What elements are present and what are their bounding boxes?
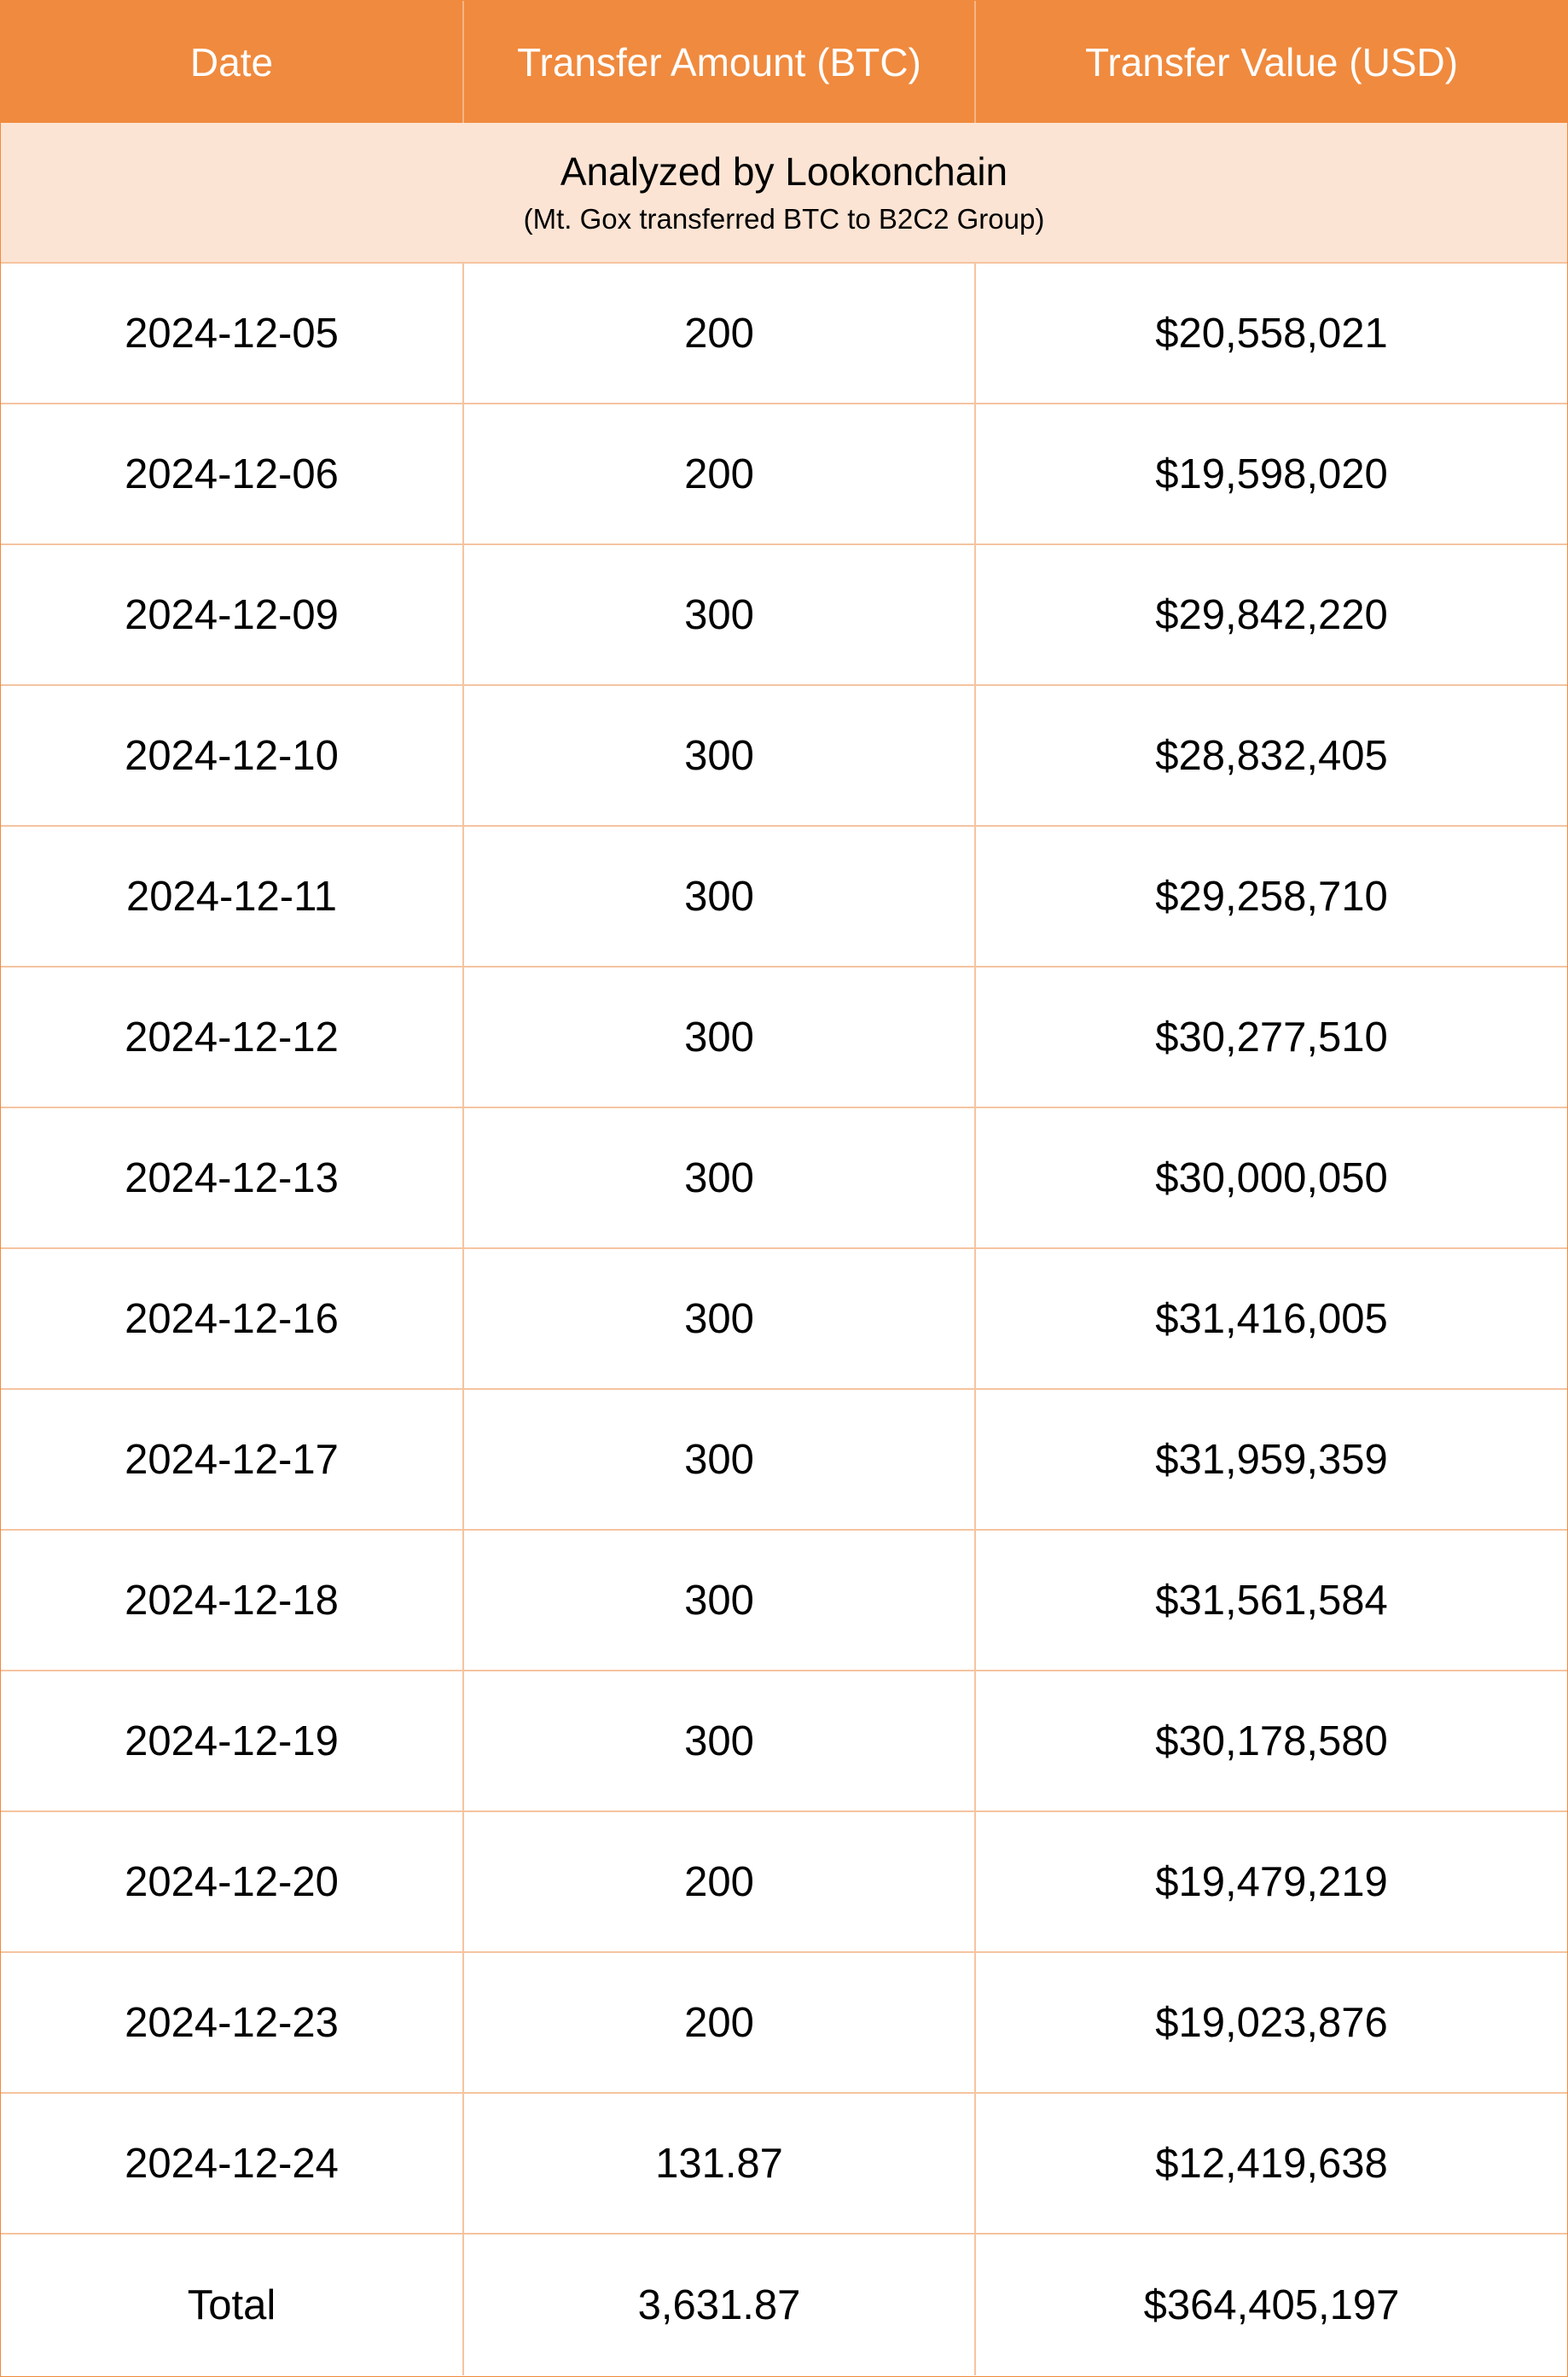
row-date: 2024-12-20	[1, 1812, 464, 1951]
row-date: 2024-12-11	[1, 827, 464, 966]
table-row	[1, 545, 1567, 686]
table-row	[1, 1812, 1567, 1953]
table-row	[1, 1249, 1567, 1390]
row-amount: 131.87	[464, 2094, 976, 2233]
row-amount: 300	[464, 1249, 976, 1388]
row-value: $19,479,219	[1155, 1858, 1388, 1905]
row-date: 2024-12-23	[1, 1953, 464, 2092]
table-header-row	[1, 1, 1567, 123]
row-date: 2024-12-18	[1, 1531, 464, 1670]
row-date: 2024-12-06	[1, 404, 464, 543]
row-value: $31,561,584	[1155, 1577, 1388, 1624]
row-value: $31,416,005	[1155, 1295, 1388, 1342]
table-row	[1, 1953, 1567, 2094]
row-value: $29,842,220	[1155, 591, 1388, 638]
row-date: 2024-12-09	[1, 545, 464, 684]
table-row	[1, 1108, 1567, 1249]
row-amount: 200	[464, 1953, 976, 2092]
row-amount: 300	[464, 1531, 976, 1670]
total-label: Total	[1, 2235, 464, 2375]
row-date: 2024-12-12	[1, 968, 464, 1107]
row-value: $20,558,021	[1155, 310, 1388, 357]
row-value: $30,000,050	[1155, 1154, 1388, 1201]
row-amount: 300	[464, 827, 976, 966]
row-value: $30,277,510	[1155, 1014, 1388, 1061]
table-row	[1, 1390, 1567, 1531]
banner-subtitle: (Mt. Gox transferred BTC to B2C2 Group)	[523, 202, 1045, 235]
table-row	[1, 264, 1567, 404]
row-value: $12,419,638	[1155, 2140, 1388, 2187]
table-row	[1, 686, 1567, 827]
row-value: $31,959,359	[1155, 1436, 1388, 1483]
row-date: 2024-12-24	[1, 2094, 464, 2233]
row-date: 2024-12-16	[1, 1249, 464, 1388]
table-row	[1, 404, 1567, 545]
table-row	[1, 2094, 1567, 2235]
row-amount: 300	[464, 1671, 976, 1810]
header-date: Date	[1, 1, 464, 123]
row-amount: 300	[464, 1108, 976, 1247]
row-date: 2024-12-05	[1, 264, 464, 403]
row-date: 2024-12-13	[1, 1108, 464, 1247]
row-value: $30,178,580	[1155, 1717, 1388, 1764]
row-amount: 200	[464, 1812, 976, 1951]
table-body	[1, 264, 1567, 2235]
table-row	[1, 827, 1567, 968]
row-amount: 300	[464, 686, 976, 825]
row-date: 2024-12-10	[1, 686, 464, 825]
row-amount: 200	[464, 404, 976, 543]
table-row	[1, 968, 1567, 1108]
row-value: $28,832,405	[1155, 732, 1388, 779]
header-transfer-value: Transfer Value (USD)	[1084, 39, 1459, 84]
row-amount: 300	[464, 1390, 976, 1529]
row-amount: 200	[464, 264, 976, 403]
banner-title: Analyzed by Lookonchain	[560, 148, 1008, 194]
total-value: $364,405,197	[1143, 2281, 1400, 2328]
table-row	[1, 1531, 1567, 1671]
total-amount: 3,631.87	[464, 2235, 976, 2375]
row-date: 2024-12-17	[1, 1390, 464, 1529]
row-date: 2024-12-19	[1, 1671, 464, 1810]
header-transfer-amount: Transfer Amount (BTC)	[464, 1, 976, 123]
row-value: $29,258,710	[1155, 873, 1388, 920]
row-value: $19,598,020	[1155, 450, 1388, 497]
row-amount: 300	[464, 545, 976, 684]
total-row	[1, 2235, 1567, 2375]
table-row	[1, 1671, 1567, 1812]
row-amount: 300	[464, 968, 976, 1107]
row-value: $19,023,876	[1155, 1999, 1388, 2046]
analysis-banner	[1, 123, 1567, 264]
